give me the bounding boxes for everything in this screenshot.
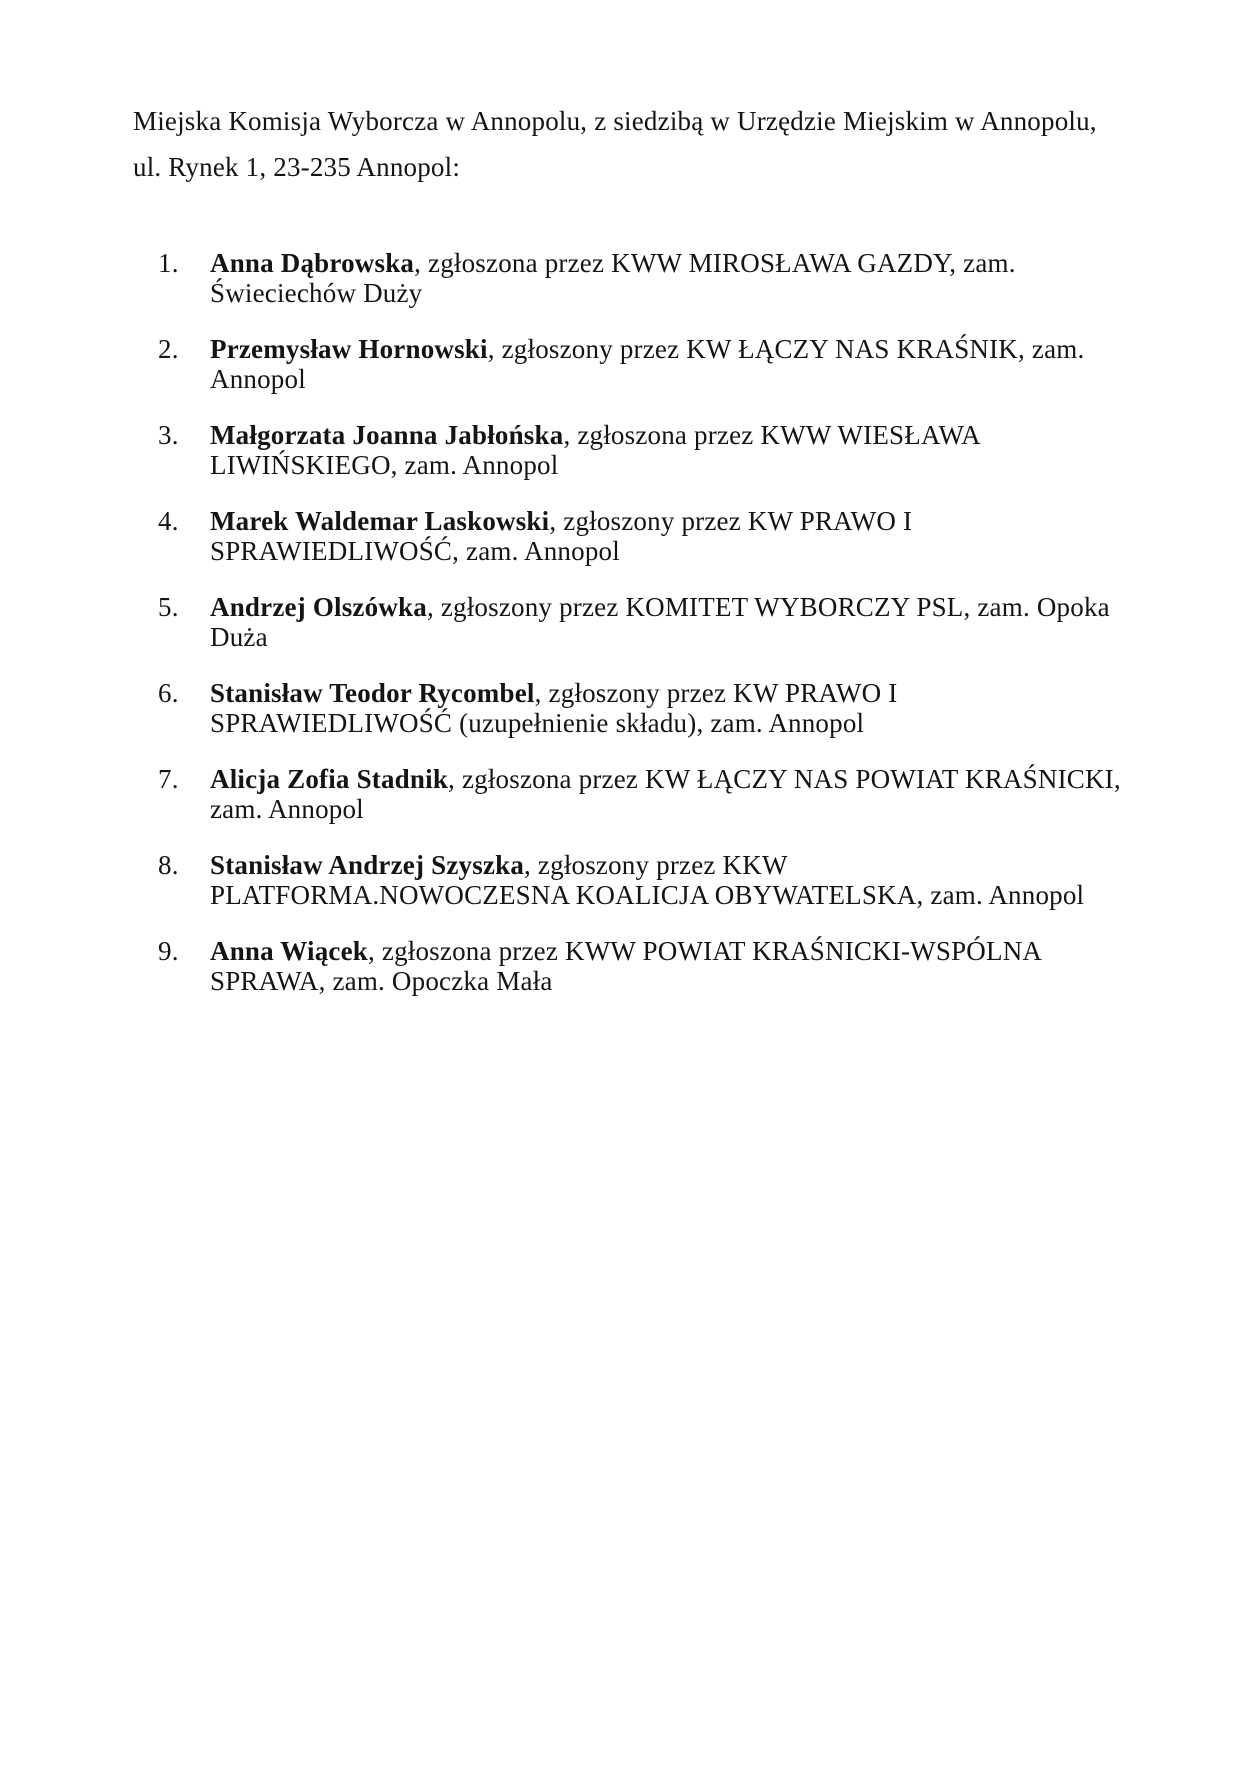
member-line-1-rest: , zgłoszona przez KW ŁĄCZY NAS POWIAT KRAŚNICKI, [448, 764, 1121, 794]
member-name: Przemysław Hornowski [210, 334, 488, 364]
member-line-1-rest: , zgłoszony przez KW ŁĄCZY NAS KRAŚNIK, zam. [487, 334, 1085, 364]
member-name: Alicja Zofia Stadnik [210, 764, 449, 794]
member-line-1 [210, 248, 1130, 278]
member-text [210, 334, 1130, 394]
member-name: Stanisław Teodor Rycombel [210, 678, 535, 708]
member-name: Małgorzata Joanna Jabłońska [210, 420, 564, 450]
document-header [133, 98, 1130, 190]
member-item-1 [133, 248, 1130, 308]
member-line-1 [210, 764, 1130, 794]
header-line-1: Miejska Komisja Wyborcza w Annopolu, z siedzibą w Urzędzie Miejskim w Annopolu, [133, 106, 1097, 136]
member-number: 6. [158, 678, 179, 708]
member-line-1 [210, 592, 1130, 622]
member-line-1-rest: , zgłoszony przez KW PRAWO I [534, 678, 898, 708]
member-number: 8. [158, 850, 179, 880]
member-text [210, 764, 1130, 824]
member-line-1 [210, 334, 1130, 364]
member-line-1-rest: , zgłoszona przez KWW WIESŁAWA [563, 420, 981, 450]
member-line-1 [210, 420, 1130, 450]
member-item-9 [133, 936, 1130, 996]
member-text [210, 420, 1130, 480]
member-name: Andrzej Olszówka [210, 592, 427, 622]
member-number: 1. [158, 248, 179, 278]
member-number: 3. [158, 420, 179, 450]
member-line-1-rest: , zgłoszona przez KWW MIROSŁAWA GAZDY, zam. [414, 248, 1016, 278]
member-line-2: zam. Annopol [210, 794, 364, 824]
member-line-1-rest: , zgłoszony przez KW PRAWO I [549, 506, 913, 536]
member-number: 4. [158, 506, 179, 536]
member-line-2: Świeciechów Duży [210, 278, 423, 308]
member-name: Stanisław Andrzej Szyszka [210, 850, 525, 880]
member-number: 9. [158, 936, 179, 966]
member-item-4 [133, 506, 1130, 566]
member-line-2: Annopol [210, 364, 306, 394]
member-name: Marek Waldemar Laskowski [210, 506, 550, 536]
member-text [210, 678, 1130, 738]
member-item-7 [133, 764, 1130, 824]
member-number: 5. [158, 592, 179, 622]
member-line-2: SPRAWIEDLIWOŚĆ (uzupełnienie składu), zam. Annopol [210, 708, 865, 738]
member-number: 2. [158, 334, 179, 364]
member-item-6 [133, 678, 1130, 738]
member-text [210, 850, 1130, 910]
member-line-2: LIWIŃSKIEGO, zam. Annopol [210, 450, 559, 480]
member-item-3 [133, 420, 1130, 480]
member-name: Anna Wiącek [210, 936, 368, 966]
member-line-1-rest: , zgłoszona przez KWW POWIAT KRAŚNICKI-WSPÓLNA [368, 936, 1043, 966]
member-text [210, 592, 1130, 652]
member-line-2: PLATFORMA.NOWOCZESNA KOALICJA OBYWATELSKA, zam. Annopol [210, 880, 1085, 910]
member-line-2: SPRAWA, zam. Opoczka Mała [210, 966, 553, 996]
member-text [210, 506, 1130, 566]
member-line-1 [210, 678, 1130, 708]
member-text [210, 248, 1130, 308]
member-line-1 [210, 936, 1130, 966]
member-line-2: SPRAWIEDLIWOŚĆ, zam. Annopol [210, 536, 620, 566]
header-line-2: ul. Rynek 1, 23-235 Annopol: [133, 152, 461, 182]
member-line-1-rest: , zgłoszony przez KOMITET WYBORCZY PSL, zam. Opoka [426, 592, 1110, 622]
member-line-1 [210, 850, 1130, 880]
member-line-1-rest: , zgłoszony przez KKW [524, 850, 788, 880]
member-list [133, 248, 1130, 996]
member-name: Anna Dąbrowska [210, 248, 415, 278]
member-item-5 [133, 592, 1130, 652]
member-item-2 [133, 334, 1130, 394]
member-number: 7. [158, 764, 179, 794]
member-item-8 [133, 850, 1130, 910]
member-line-2: Duża [210, 622, 268, 652]
member-text [210, 936, 1130, 996]
member-line-1 [210, 506, 1130, 536]
